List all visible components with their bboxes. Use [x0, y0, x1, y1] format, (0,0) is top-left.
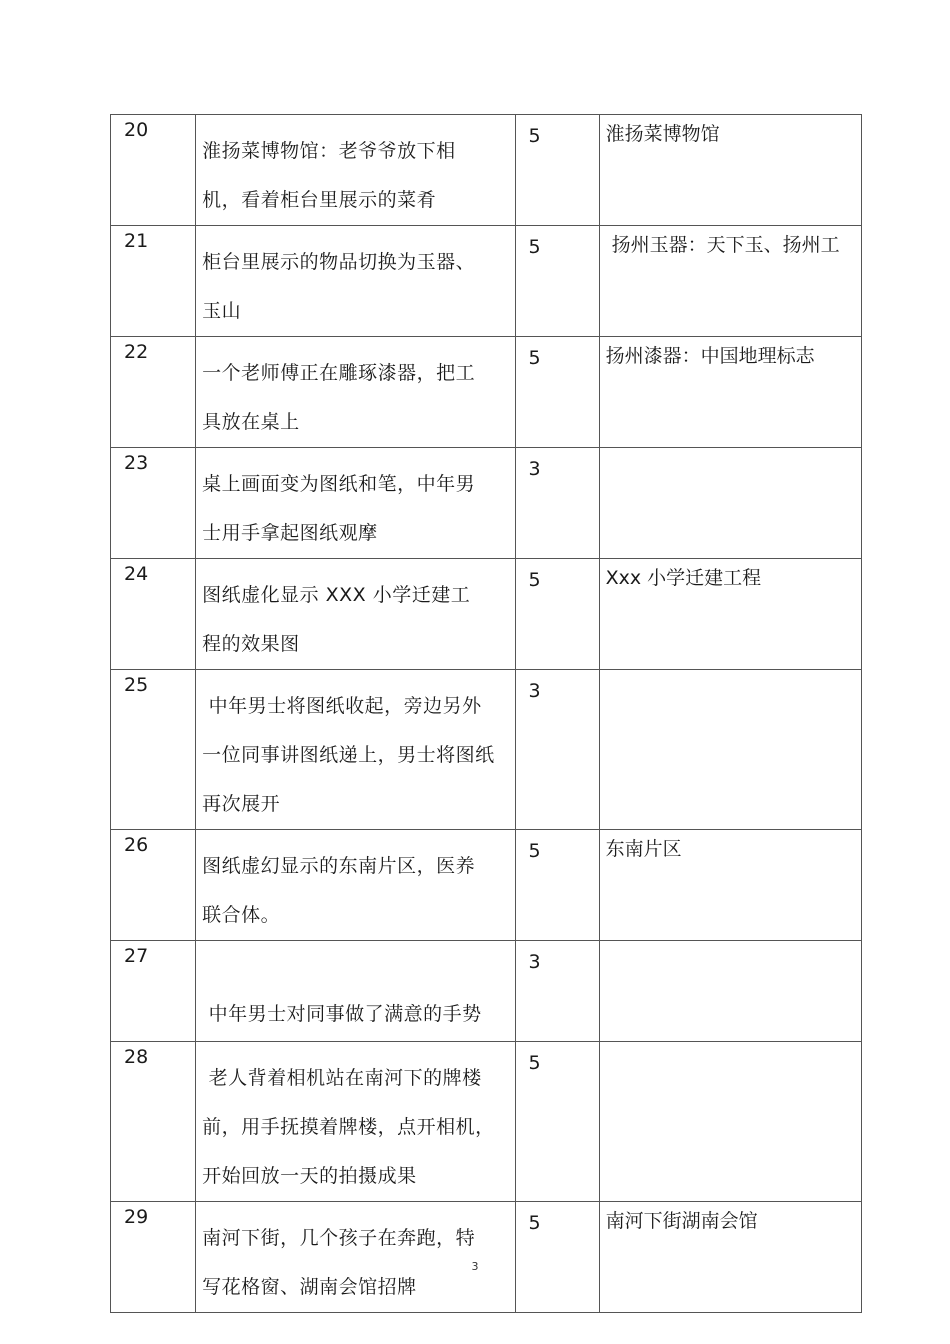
shot-subtitle: 扬州玉器：天下玉、扬州工: [599, 226, 861, 337]
table-row: [111, 559, 862, 670]
storyboard-table: [110, 114, 862, 1313]
shot-description: 中年男士对同事做了满意的手势: [208, 1003, 482, 1025]
shot-description-cell: [196, 941, 515, 1042]
shot-description-cell: [196, 226, 515, 337]
shot-number: 20: [111, 115, 196, 226]
shot-duration: 3: [515, 448, 599, 559]
shot-duration: 5: [515, 226, 599, 337]
shot-subtitle: [599, 941, 861, 1042]
shot-duration: 5: [515, 115, 599, 226]
shot-subtitle: Xxx 小学迁建工程: [599, 559, 861, 670]
shot-number: 29: [111, 1202, 196, 1313]
table-row: [111, 830, 862, 941]
shot-number: 28: [111, 1042, 196, 1202]
shot-subtitle: 淮扬菜博物馆: [599, 115, 861, 226]
table-row: [111, 448, 862, 559]
shot-subtitle: 南河下街湖南会馆: [599, 1202, 861, 1313]
table-row: [111, 941, 862, 1042]
table-row: [111, 226, 862, 337]
shot-description: 图纸虚化显示 XXX 小学迁建工 程的效果图: [202, 584, 471, 655]
shot-duration: 5: [515, 559, 599, 670]
table-row: [111, 337, 862, 448]
shot-duration: 5: [515, 337, 599, 448]
shot-duration: 3: [515, 670, 599, 830]
shot-number: 23: [111, 448, 196, 559]
shot-number: 25: [111, 670, 196, 830]
shot-description: 老人背着相机站在南河下的牌楼 前，用手抚摸着牌楼，点开相机， 开始回放一天的拍摄成果: [202, 1067, 495, 1187]
shot-duration: 3: [515, 941, 599, 1042]
shot-subtitle: 东南片区: [599, 830, 861, 941]
shot-subtitle: 扬州漆器：中国地理标志: [599, 337, 861, 448]
shot-description: 图纸虚幻显示的东南片区，医养 联合体。: [202, 855, 476, 926]
table-row: [111, 1042, 862, 1202]
shot-number: 27: [111, 941, 196, 1042]
shot-description: 淮扬菜博物馆：老爷爷放下相 机，看着柜台里展示的菜肴: [202, 140, 456, 211]
shot-duration: 5: [515, 1202, 599, 1313]
shot-description: 中年男士将图纸收起，旁边另外 一位同事讲图纸递上，男士将图纸 再次展开: [202, 695, 495, 815]
shot-subtitle: [599, 448, 861, 559]
shot-number: 24: [111, 559, 196, 670]
shot-number: 26: [111, 830, 196, 941]
shot-duration: 5: [515, 830, 599, 941]
shot-subtitle: [599, 670, 861, 830]
shot-description-cell: [196, 1042, 515, 1202]
shot-description-cell: [196, 337, 515, 448]
shot-number: 22: [111, 337, 196, 448]
shot-description-cell: [196, 115, 515, 226]
table-row: [111, 1202, 862, 1313]
shot-description-cell: [196, 1202, 515, 1313]
shot-description-cell: [196, 448, 515, 559]
shot-number: 21: [111, 226, 196, 337]
shot-description: 柜台里展示的物品切换为玉器、 玉山: [202, 251, 476, 322]
shot-description: 南河下街，几个孩子在奔跑，特 写花格窗、湖南会馆招牌: [202, 1227, 476, 1298]
table-row: [111, 115, 862, 226]
shot-description-cell: [196, 830, 515, 941]
page-number: 3: [471, 1260, 479, 1273]
shot-description: 桌上画面变为图纸和笔，中年男 士用手拿起图纸观摩: [202, 473, 476, 544]
shot-description: 一个老师傅正在雕琢漆器，把工 具放在桌上: [202, 362, 476, 433]
shot-description-cell: [196, 670, 515, 830]
shot-subtitle: [599, 1042, 861, 1202]
shot-duration: 5: [515, 1042, 599, 1202]
table-row: [111, 670, 862, 830]
shot-description-cell: [196, 559, 515, 670]
